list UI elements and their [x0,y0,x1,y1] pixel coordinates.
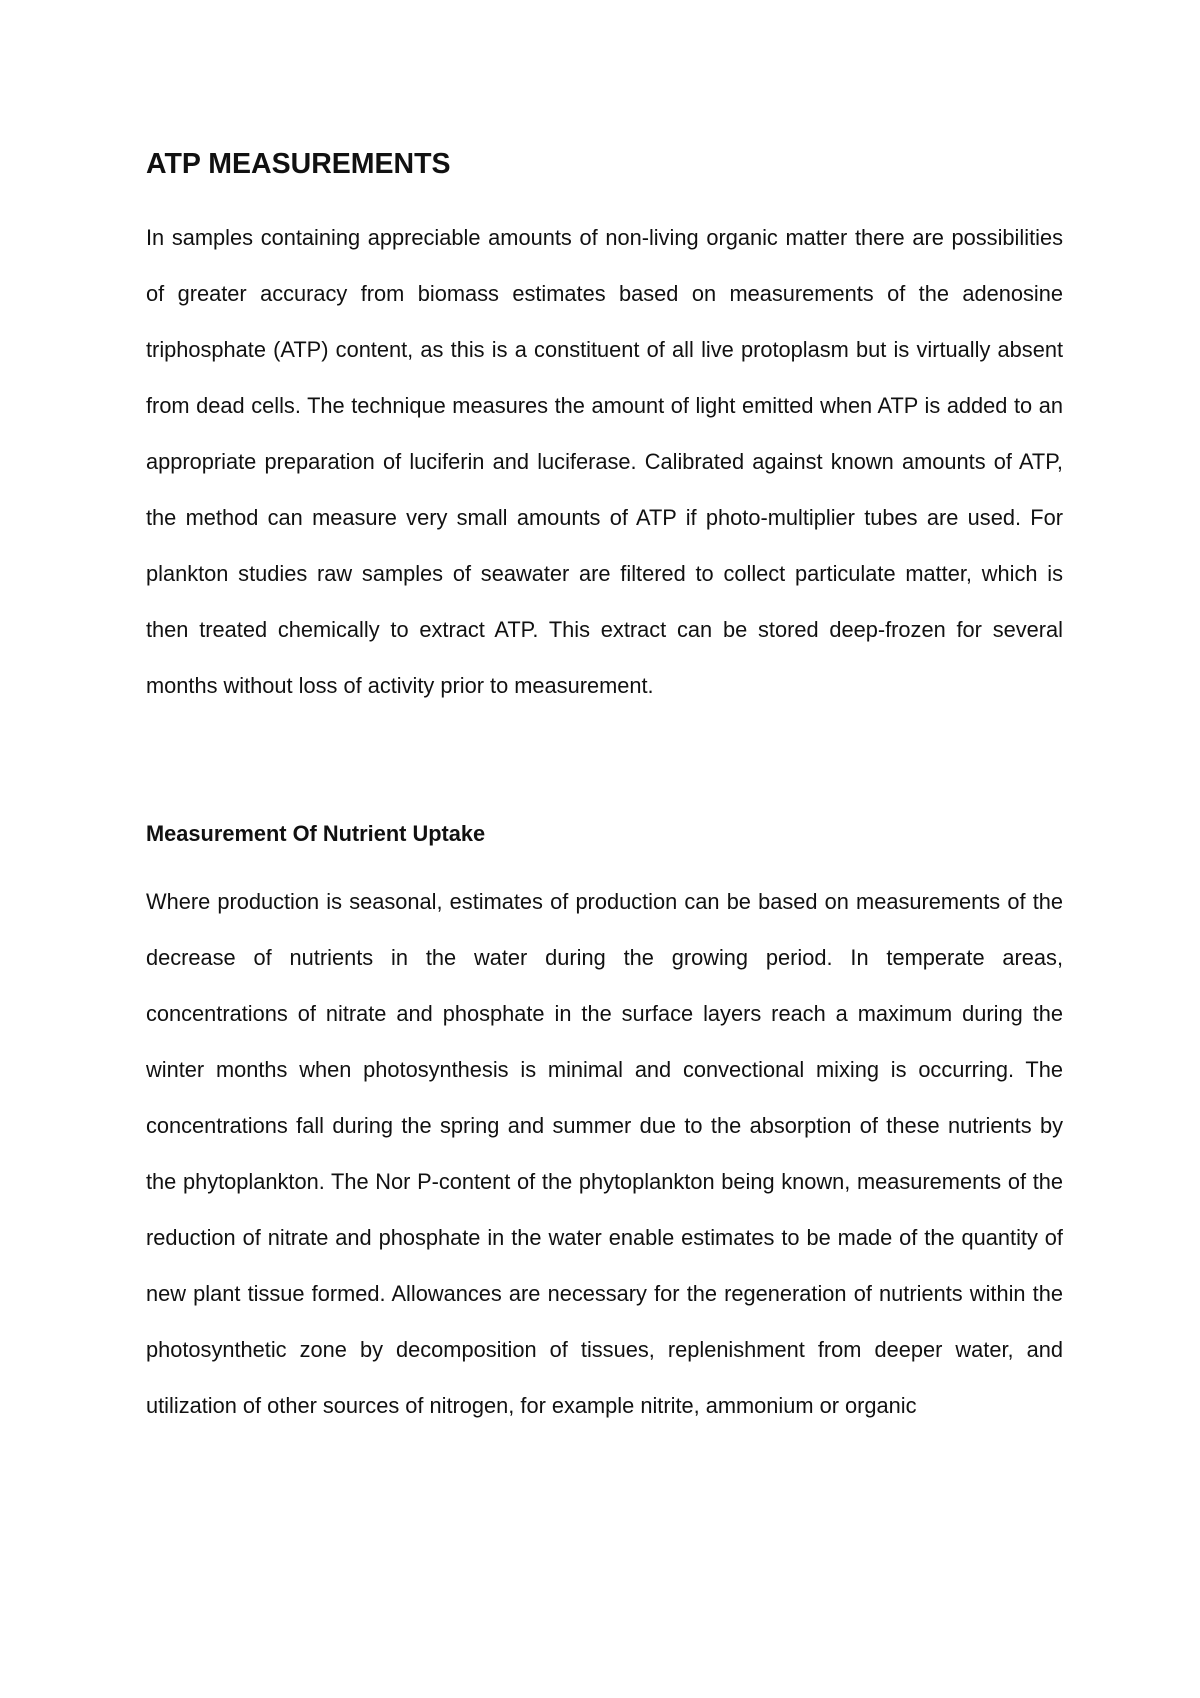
nutrient-uptake-paragraph: Where production is seasonal, estimates of production can be based on measurements of the decrease of nutrients in the water during the growing period. In temperate areas, concentrations of nitrate and phosphate in the surface layers reach a maximum during the winter months when photosynthesis is minimal and convectional mixing is occurring. The concentrations fall during the spring and summer due to the absorption of these nutrients by the phytoplankton. The Nor P-content of the phytoplankton being known, measurements of the reduction of nitrate and phosphate in the water enable estimates to be made of the quantity of new plant tissue formed. Allowances are necessary for the regeneration of nutrients within the photosynthetic zone by decomposition of tissues, replenishment from deeper water, and utilization of other sources of nitrogen, for example nitrite, ammonium or organic [146,889,1063,1418]
document-title: ATP MEASUREMENTS [146,148,451,180]
section-heading: Measurement Of Nutrient Uptake [146,821,486,846]
document-page [146,138,1063,1434]
atp-paragraph: In samples containing appreciable amounts of non-living organic matter there are possibilities of greater accuracy from biomass estimates based on measurements of the adenosine triphosphate (ATP) content, as this is a constituent of all live protoplasm but is virtually absent from dead cells. The technique measures the amount of light emitted when ATP is added to an appropriate preparation of luciferin and luciferase. Calibrated against known amounts of ATP, the method can measure very small amounts of ATP if photo-multiplier tubes are used. For plankton studies raw samples of seawater are filtered to collect particulate matter, which is then treated chemically to extract ATP. This extract can be stored deep-frozen for several months without loss of activity prior to measurement. [146,225,1063,698]
